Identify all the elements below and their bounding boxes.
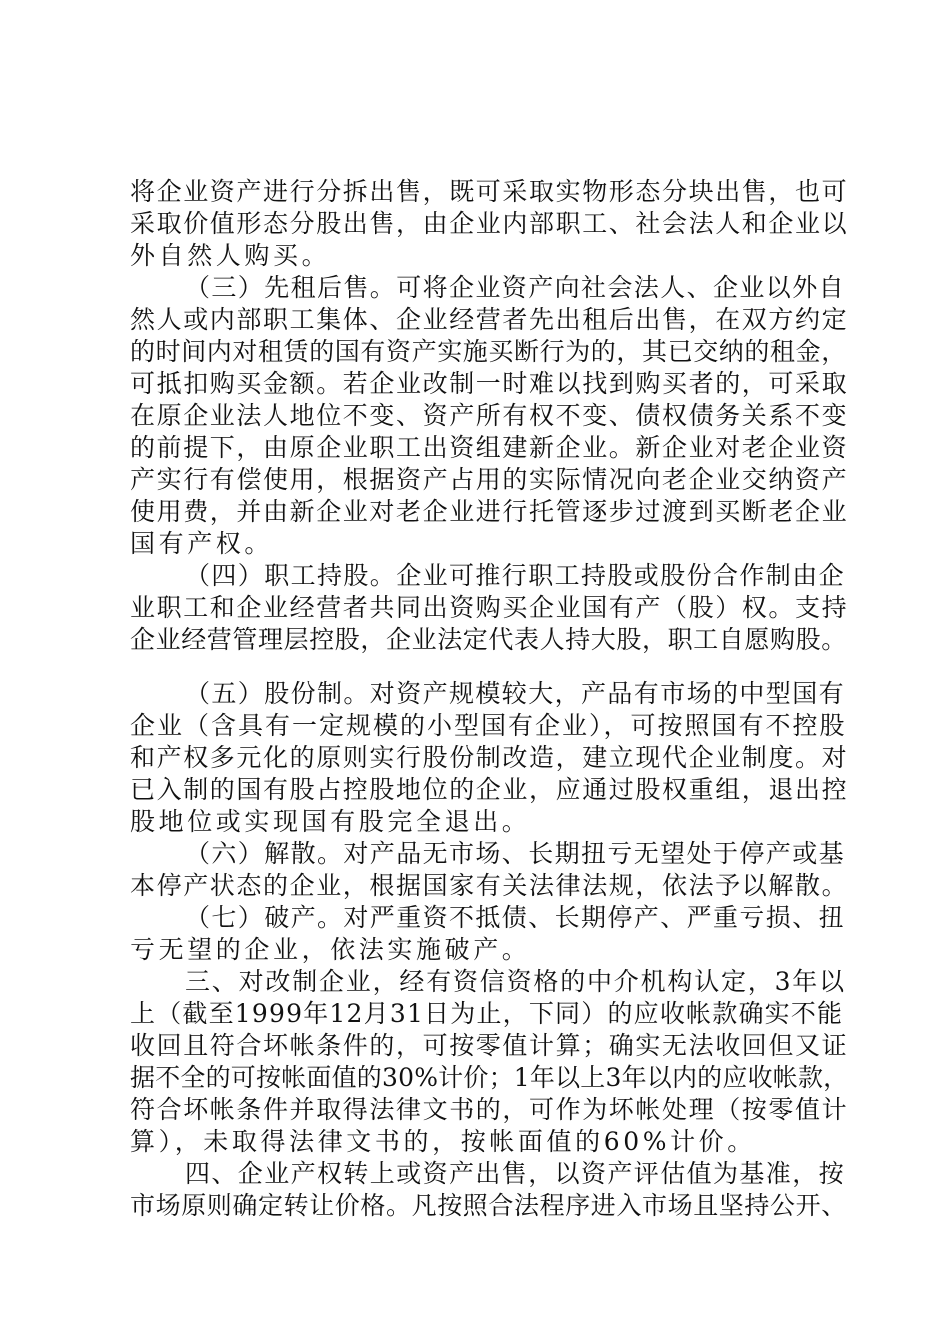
text-line: 已入制的国有股占控股地位的企业，应通过股权重组，退出控 [130, 775, 849, 804]
text-line: 国有产权。 [130, 529, 274, 558]
text-line: 符合坏帐条件并取得法律文书的，可作为坏帐处理（按零值计 [130, 1095, 849, 1124]
text-line: 和产权多元化的原则实行股份制改造，建立现代企业制度。对 [130, 743, 849, 772]
paragraph-start: （五）股份制。对资产规模较大，产品有市场的中型国有 [185, 679, 846, 708]
text-line: 采取价值形态分股出售，由企业内部职工、社会法人和企业以 [130, 209, 849, 238]
text-line: 的前提下，由原企业职工出资组建新企业。新企业对老企业资 [130, 433, 849, 462]
text-line: 据不全的可按帐面值的30%计价；1年以上3年以内的应收帐款， [130, 1063, 849, 1092]
paragraph-start: （三）先租后售。可将企业资产向社会法人、企业以外自 [185, 273, 846, 302]
text-line: 在原企业法人地位不变、资产所有权不变、债权债务关系不变 [130, 401, 849, 430]
text-line: 股地位或实现国有股完全退出。 [130, 807, 531, 836]
text-line: 亏无望的企业，依法实施破产。 [130, 935, 531, 964]
text-line: 将企业资产进行分拆出售，既可采取实物形态分块出售，也可 [130, 177, 849, 206]
text-line: 本停产状态的企业，根据国家有关法律法规，依法予以解散。 [130, 871, 849, 900]
text-line: 上（截至1999年12月31日为止，下同）的应收帐款确实不能 [130, 999, 844, 1028]
text-line: 业职工和企业经营者共同出资购买企业国有产（股）权。支持 [130, 593, 849, 622]
text-line: 可抵扣购买金额。若企业改制一时难以找到购买者的，可采取 [130, 369, 849, 398]
paragraph-start: （六）解散。对产品无市场、长期扭亏无望处于停产或基 [185, 839, 846, 868]
text-line: 使用费，并由新企业对老企业进行托管逐步过渡到买断老企业 [130, 497, 849, 526]
text-line: 产实行有偿使用，根据资产占用的实际情况向老企业交纳资产 [130, 465, 849, 494]
text-line: 外自然人购买。 [130, 241, 331, 270]
text-line: 算），未取得法律文书的，按帐面值的60%计价。 [130, 1127, 756, 1156]
text-line: 然人或内部职工集体、企业经营者先出租后出售，在双方约定 [130, 305, 849, 334]
paragraph-start: 三、对改制企业，经有资信资格的中介机构认定，3年以 [185, 967, 846, 996]
text-line: 收回且符合坏帐条件的，可按零值计算；确实无法收回但又证 [130, 1031, 849, 1060]
text-line: 企业经营管理层控股，企业法定代表人持大股，职工自愿购股。 [130, 625, 847, 654]
text-line: 市场原则确定转让价格。凡按照合法程序进入市场且坚持公开、 [130, 1191, 847, 1220]
paragraph-start: （七）破产。对严重资不抵债、长期停产、严重亏损、扭 [185, 903, 846, 932]
paragraph-start: 四、企业产权转上或资产出售，以资产评估值为基准，按 [185, 1159, 846, 1188]
text-line: 企业（含具有一定规模的小型国有企业），可按照国有不控股 [130, 711, 847, 740]
paragraph-start: （四）职工持股。企业可推行职工持股或股份合作制由企 [185, 561, 846, 590]
text-line: 的时间内对租赁的国有资产实施买断行为的，其已交纳的租金， [130, 337, 847, 366]
